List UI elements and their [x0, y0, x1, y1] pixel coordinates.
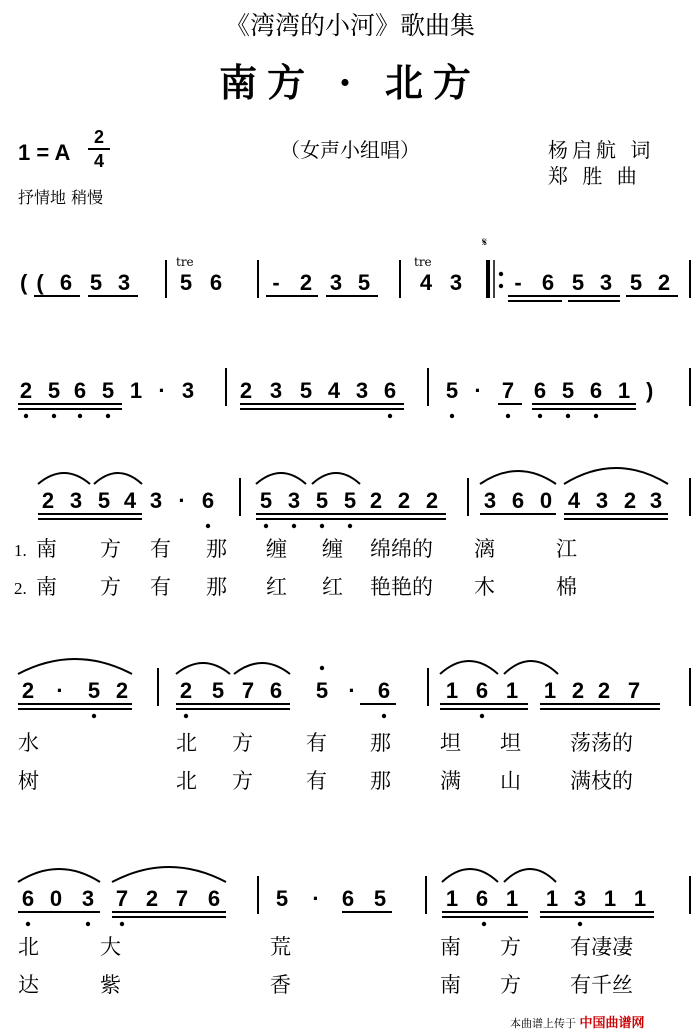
lyric: 方 — [500, 973, 521, 997]
lyric: 方 — [100, 575, 121, 599]
slur — [38, 473, 90, 484]
note: 5 — [211, 678, 225, 703]
note: 2 — [571, 678, 585, 703]
lyric: 艳艳的 — [370, 575, 433, 599]
octave-dot — [566, 414, 570, 418]
note: 5 — [275, 886, 289, 911]
lyric: 方 — [232, 731, 253, 755]
lyric: 缠 — [266, 537, 287, 561]
note: 1 — [445, 886, 459, 911]
note: 1 — [543, 678, 557, 703]
note: 6 — [201, 488, 215, 513]
note: 5 — [629, 270, 643, 295]
site-name: 中国曲谱网 — [579, 1016, 645, 1031]
lyric: 2. — [14, 579, 27, 598]
lyric: 香 — [270, 973, 291, 997]
lyric: 水 — [18, 731, 39, 755]
note: 2 — [115, 678, 129, 703]
note: 3 — [329, 270, 343, 295]
note: 3 — [483, 488, 497, 513]
note: 5 — [315, 678, 329, 703]
note: 1 — [603, 886, 617, 911]
lyric: 满枝的 — [570, 769, 633, 793]
octave-dot — [578, 922, 582, 926]
lyric: 山 — [500, 769, 521, 793]
octave-dot — [506, 414, 510, 418]
slur — [480, 471, 556, 484]
note: · — [348, 678, 356, 703]
note: 3 — [117, 270, 131, 295]
octave-dot — [482, 922, 486, 926]
lyric: 荒 — [270, 935, 291, 959]
note: 7 — [501, 378, 515, 403]
footer-text: 本曲谱上传于 — [510, 1017, 576, 1030]
note: 6 — [377, 678, 391, 703]
note: 4 — [327, 378, 341, 403]
note: 2 — [21, 678, 35, 703]
note: 6 — [269, 678, 283, 703]
note: 6 — [73, 378, 87, 403]
note: 1 — [505, 886, 519, 911]
octave-dot — [499, 272, 503, 276]
octave-dot — [24, 414, 28, 418]
slur — [112, 867, 226, 882]
key-signature: 1 = A — [18, 140, 71, 165]
note: 6 — [209, 270, 223, 295]
note: 2 — [657, 270, 671, 295]
note: 4 — [123, 488, 137, 513]
lyric: 坦 — [500, 731, 521, 755]
lyric: 有千丝 — [570, 973, 633, 997]
note: 5 — [101, 378, 115, 403]
lyric: 有 — [150, 575, 171, 599]
note: 5 — [259, 488, 273, 513]
note: 6 — [383, 378, 397, 403]
octave-dot — [264, 524, 268, 528]
note: 1 — [129, 378, 143, 403]
note: 6 — [59, 270, 73, 295]
note: 2 — [299, 270, 313, 295]
octave-dot — [92, 714, 96, 718]
lyric: 北 — [18, 935, 39, 959]
lyric: 漓 — [474, 537, 495, 561]
note: 5 — [445, 378, 459, 403]
song-title: 南方 · 北方 — [219, 60, 481, 105]
note: 5 — [89, 270, 103, 295]
lyric: 南 — [36, 575, 57, 599]
note: 3 — [449, 270, 463, 295]
note: 7 — [241, 678, 255, 703]
lyric: 红 — [322, 575, 343, 599]
note: - — [514, 270, 522, 295]
note: 1 — [545, 886, 559, 911]
slur — [442, 869, 498, 882]
lyric: 1. — [14, 541, 27, 560]
note: 7 — [627, 678, 641, 703]
octave-dot — [206, 524, 210, 528]
note: 5 — [561, 378, 575, 403]
note: 2 — [239, 378, 253, 403]
lyric: 紫 — [100, 973, 121, 997]
note: 3 — [69, 488, 83, 513]
note: 3 — [573, 886, 587, 911]
octave-dot — [120, 922, 124, 926]
slur — [312, 473, 360, 484]
lyric: 那 — [370, 731, 391, 755]
lyric: 达 — [18, 973, 39, 997]
octave-dot — [184, 714, 188, 718]
note: 1 — [617, 378, 631, 403]
tempo-marking: 抒情地 稍慢 — [18, 188, 104, 207]
note: 3 — [595, 488, 609, 513]
note: 6 — [341, 886, 355, 911]
lyric: 那 — [206, 537, 227, 561]
note: 6 — [511, 488, 525, 513]
time-numerator: 2 — [93, 127, 104, 147]
lyric: 江 — [556, 537, 577, 561]
slur — [504, 661, 558, 674]
note: 7 — [175, 886, 189, 911]
note: 2 — [179, 678, 193, 703]
lyric: 满 — [440, 769, 461, 793]
note: · — [158, 378, 166, 403]
octave-dot — [499, 284, 503, 288]
composer-credit: 郑 胜 曲 — [548, 164, 641, 188]
note: 3 — [355, 378, 369, 403]
note: 6 — [475, 886, 489, 911]
note: 4 — [419, 270, 433, 295]
note: 4 — [567, 488, 581, 513]
trill-mark: tre — [176, 255, 194, 269]
lyric: 方 — [500, 935, 521, 959]
note: 3 — [599, 270, 613, 295]
note: 5 — [373, 886, 387, 911]
note: 2 — [623, 488, 637, 513]
note: 5 — [343, 488, 357, 513]
lyric: 那 — [206, 575, 227, 599]
note: 5 — [47, 378, 61, 403]
note: 3 — [149, 488, 163, 513]
octave-dot — [106, 414, 110, 418]
note: 2 — [41, 488, 55, 513]
octave-dot — [26, 922, 30, 926]
octave-dot — [450, 414, 454, 418]
note: 7 — [115, 886, 129, 911]
slur — [256, 473, 306, 484]
note: 5 — [299, 378, 313, 403]
slur — [18, 869, 100, 882]
note: 5 — [97, 488, 111, 513]
lyric: 有 — [150, 537, 171, 561]
note: 5 — [357, 270, 371, 295]
note: 6 — [541, 270, 555, 295]
note: 2 — [369, 488, 383, 513]
slur — [564, 468, 668, 484]
note: · — [56, 678, 64, 703]
octave-dot — [320, 666, 324, 670]
lyric: 棉 — [556, 575, 577, 599]
lyric: 南 — [36, 537, 57, 561]
note: - — [272, 270, 280, 295]
score-notation — [14, 235, 690, 997]
slur — [234, 663, 290, 674]
lyric: 北 — [176, 769, 197, 793]
lyric: 绵绵的 — [370, 537, 433, 561]
lyric: 有 — [306, 769, 327, 793]
note: 2 — [597, 678, 611, 703]
lyric: 方 — [232, 769, 253, 793]
lyric: 南 — [440, 973, 461, 997]
note: 3 — [649, 488, 663, 513]
lyric: 有 — [306, 731, 327, 755]
segno-icon: 𝄋 — [482, 235, 488, 249]
note: 5 — [179, 270, 193, 295]
note: · — [178, 488, 186, 513]
lyric: 红 — [266, 575, 287, 599]
octave-dot — [320, 524, 324, 528]
lyric: 南 — [440, 935, 461, 959]
note: 6 — [475, 678, 489, 703]
lyric: 大 — [100, 935, 121, 959]
note: 0 — [539, 488, 553, 513]
lyric: 有凄凄 — [570, 935, 633, 959]
note: 3 — [181, 378, 195, 403]
lyric: 北 — [176, 731, 197, 755]
octave-dot — [382, 714, 386, 718]
note: 5 — [87, 678, 101, 703]
lyric: 缠 — [322, 537, 343, 561]
note: 3 — [269, 378, 283, 403]
note: 2 — [425, 488, 439, 513]
note: 6 — [589, 378, 603, 403]
slur — [176, 663, 230, 674]
octave-dot — [388, 414, 392, 418]
time-denominator: 4 — [88, 148, 110, 172]
lyric: 树 — [18, 769, 39, 793]
octave-dot — [594, 414, 598, 418]
trill-mark: tre — [414, 255, 432, 269]
upload-footer — [510, 1012, 645, 1031]
note: 2 — [19, 378, 33, 403]
octave-dot — [292, 524, 296, 528]
octave-dot — [348, 524, 352, 528]
note: 6 — [207, 886, 221, 911]
octave-dot — [480, 714, 484, 718]
note: · — [312, 886, 320, 911]
note: 3 — [287, 488, 301, 513]
lyric: 方 — [100, 537, 121, 561]
songbook-subtitle: 《湾湾的小河》歌曲集 — [224, 11, 475, 40]
note: 2 — [145, 886, 159, 911]
note: · — [474, 378, 482, 403]
slur — [94, 473, 142, 484]
lyric: 木 — [474, 575, 495, 599]
note: 5 — [571, 270, 585, 295]
lyric: 荡荡的 — [570, 731, 633, 755]
note: 6 — [533, 378, 547, 403]
note: 1 — [633, 886, 647, 911]
note: 2 — [397, 488, 411, 513]
note: 6 — [21, 886, 35, 911]
octave-dot — [538, 414, 542, 418]
close-paren: ) — [646, 378, 654, 403]
lyric: 坦 — [440, 731, 461, 755]
octave-dot — [52, 414, 56, 418]
open-paren: ( — [20, 270, 28, 295]
slur — [504, 869, 556, 882]
note: 1 — [445, 678, 459, 703]
slur — [440, 661, 498, 674]
note: 0 — [49, 886, 63, 911]
lyric: 那 — [370, 769, 391, 793]
note: 1 — [505, 678, 519, 703]
performance-note: （女声小组唱） — [280, 138, 420, 162]
octave-dot — [78, 414, 82, 418]
slur — [18, 659, 132, 674]
note: 5 — [315, 488, 329, 513]
lyricist-credit: 杨启航 词 — [548, 138, 655, 162]
note: ( — [36, 270, 44, 295]
octave-dot — [86, 922, 90, 926]
note: 3 — [81, 886, 95, 911]
